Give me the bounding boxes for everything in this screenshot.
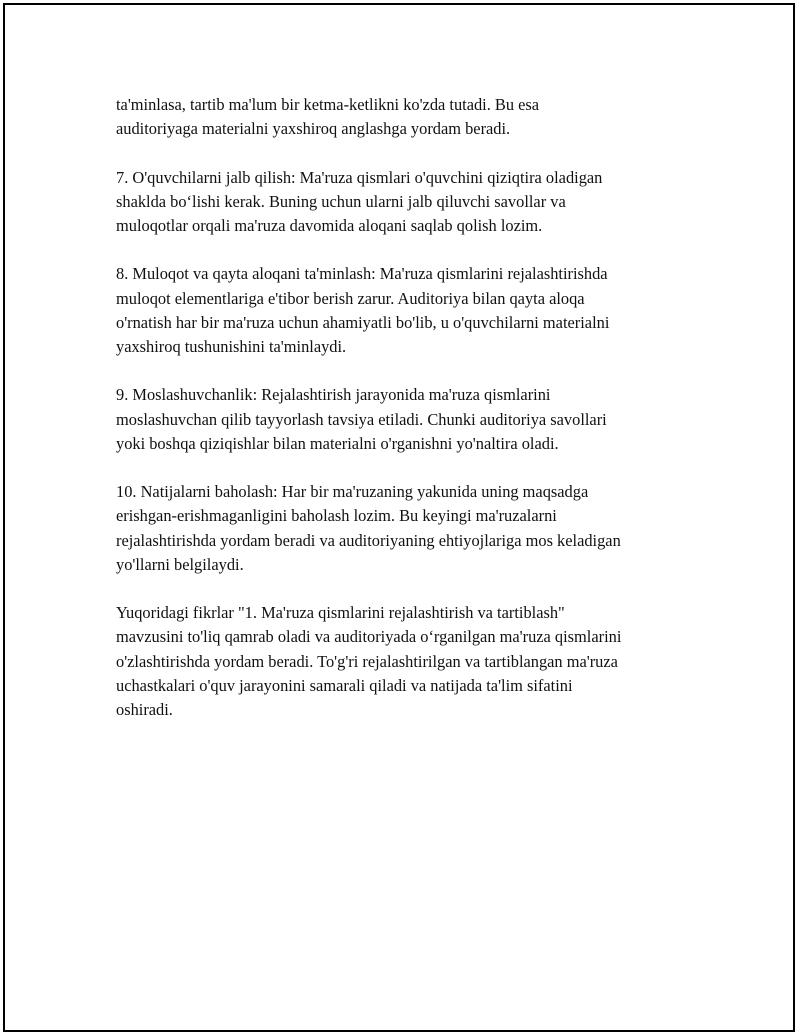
text-line: rejalashtirishda yordam beradi va auditoriyaning ehtiyojlariga mos keladigan (116, 530, 621, 550)
text-line: mavzusini to'liq qamrab oladi va auditoriyada o‘rganilgan ma'ruza qismlarini (116, 627, 622, 647)
text-line: auditoriyaga materialni yaxshiroq anglashga yordam beradi. (116, 119, 511, 139)
text-line: o'zlashtirishda yordam beradi. To'g'ri rejalashtirilgan va tartiblangan ma'ruza (116, 651, 618, 671)
paragraph-item-9 (116, 383, 686, 456)
paragraph-continuation (116, 93, 686, 141)
text-line: muloqotlar orqali ma'ruza davomida aloqani saqlab qolish lozim. (116, 216, 543, 235)
paragraph-conclusion (116, 601, 686, 722)
text-line: uchastkalari o'quv jarayonini samarali qiladi va natijada ta'lim sifatini (116, 675, 573, 695)
text-line: 7. O'quvchilarni jalb qilish: Ma'ruza qismlari o'quvchini qiziqtira oladigan (116, 167, 603, 187)
document-body (116, 93, 686, 722)
text-line: shaklda bo‘lishi kerak. Buning uchun ularni jalb qiluvchi savollar va (116, 191, 566, 211)
text-line: Yuqoridagi fikrlar "1. Ma'ruza qismlarini rejalashtirish va tartiblash" (116, 603, 565, 623)
text-line: 10. Natijalarni baholash: Har bir ma'ruzaning yakunida uning maqsadga (116, 482, 589, 502)
text-line: yoki boshqa qiziqishlar bilan materialni o'rganishni yo'naltira oladi. (116, 433, 559, 453)
text-line: oshiradi. (116, 700, 173, 719)
paragraph-item-8 (116, 262, 686, 359)
text-line: muloqot elementlariga e'tibor berish zarur. Auditoriya bilan qayta aloqa (116, 288, 585, 308)
text-line: erishgan-erishmaganligini baholash lozim. Bu keyingi ma'ruzalarni (116, 506, 557, 526)
text-line: ta'minlasa, tartib ma'lum bir ketma-ketlikni ko'zda tutadi. Bu esa (116, 95, 540, 114)
text-line: yo'llarni belgilaydi. (116, 554, 244, 574)
paragraph-item-7 (116, 166, 686, 239)
paragraph-item-10 (116, 480, 686, 577)
text-line: o'rnatish har bir ma'ruza uchun ahamiyatli bo'lib, u o'quvchilarni materialni (116, 312, 610, 332)
text-line: yaxshiroq tushunishini ta'minlaydi. (116, 337, 347, 356)
text-line: moslashuvchan qilib tayyorlash tavsiya etiladi. Chunki auditoriya savollari (116, 409, 607, 429)
text-line: 9. Moslashuvchanlik: Rejalashtirish jarayonida ma'ruza qismlarini (116, 385, 551, 405)
text-line: 8. Muloqot va qayta aloqani ta'minlash: Ma'ruza qismlarini rejalashtirishda (116, 264, 608, 284)
